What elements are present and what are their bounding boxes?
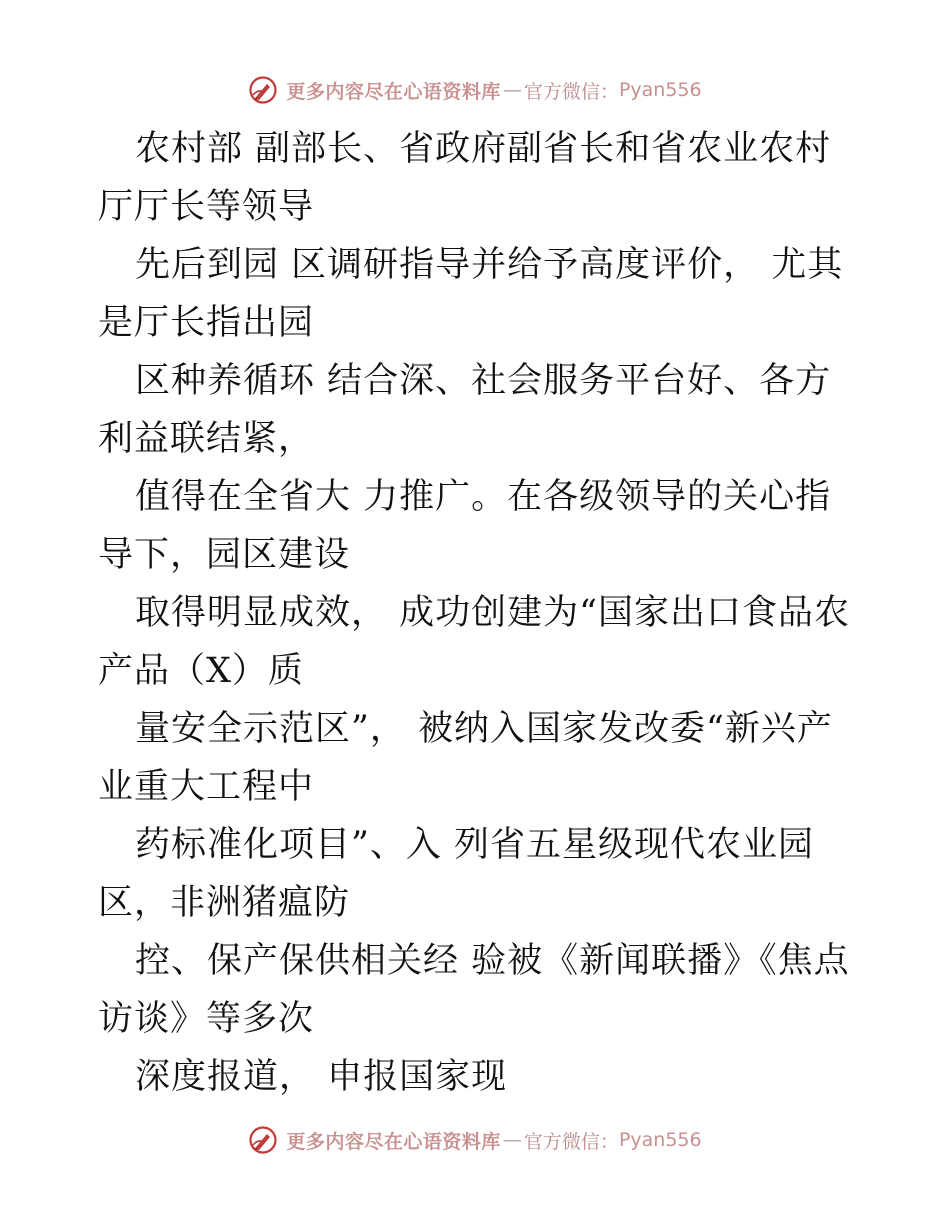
watermark-official-label: 官方微信： [523,1130,619,1153]
watermark-brand-text: 更多内容尽在心语资料库 [286,80,501,103]
paragraph-9: 深度报道， 申报国家现 [135,1057,508,1097]
watermark-official-label: 官方微信： [523,80,619,103]
header-watermark [0,70,950,110]
paragraph-3: 区种养循环 结合深、社会服务平台好、各方利益联结紧， [98,361,832,459]
footer-watermark [0,1120,950,1160]
watermark-wechat-id: Pyan556 [618,79,702,101]
paragraph-6: 量安全示范区”， 被纳入国家发改委“新兴产业重大工程中 [98,709,833,807]
pen-logo-icon [248,75,278,105]
watermark-separator: — [502,79,522,101]
paragraph-4: 值得在全省大 力推广。在各级领导的关心指导下，园区建设 [98,477,832,575]
pen-logo-icon [248,1125,278,1155]
paragraph-5: 取得明显成效， 成功创建为“国家出口食品农产品（X）质 [98,593,851,691]
paragraph-2: 先后到园 区调研指导并给予高度评价， 尤其是厅长指出园 [98,245,844,343]
document-body [98,120,858,1106]
paragraph-7: 药标准化项目”、入 列省五星级现代农业园区，非洲猪瘟防 [98,825,815,923]
watermark-brand-text: 更多内容尽在心语资料库 [286,1130,501,1153]
paragraph-1: 农村部 副部长、省政府副省长和省农业农村厅厅长等领导 [98,129,832,227]
watermark-separator: — [502,1129,522,1151]
watermark-wechat-id: Pyan556 [618,1129,702,1151]
paragraph-8: 控、保产保供相关经 验被《新闻联播》《焦点访谈》等多次 [98,941,850,1039]
